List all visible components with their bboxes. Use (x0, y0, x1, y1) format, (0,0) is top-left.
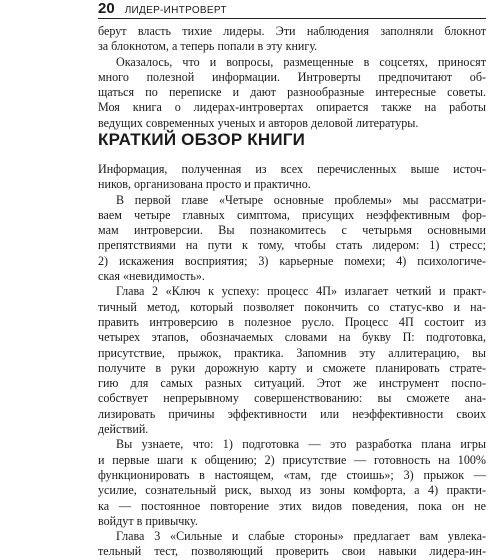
text-line: Моя книга о лидерах-интровертах опирается также на работы (98, 100, 486, 115)
section-text (98, 162, 486, 560)
text-line: править интроверсию в полезное русло. Процесс 4П состоит из (98, 314, 486, 329)
paragraph (98, 55, 486, 131)
text-line: Глава 2 «Ключ к успеху: процесс 4П» излагает четкий и практ- (116, 284, 486, 299)
text-line: усилие, сознательный риск, выход из зоны комфорта, а 4) практи- (98, 483, 486, 498)
text-line: тельный тест, позволяющий проверить свои навыки лидера-ин- (98, 544, 486, 559)
running-head (98, 2, 486, 19)
text-line: Глава 3 «Сильные и слабые стороны» предлагает вам увлека- (116, 529, 486, 544)
text-line: лизировать причины эффективности или неэффективности своих (98, 406, 486, 421)
text-line: войдут в привычку. (98, 513, 198, 528)
section-heading: КРАТКИЙ ОБЗОР КНИГИ (98, 130, 306, 149)
text-line: много полезной информации. Интроверты предпочитают об- (98, 69, 486, 84)
page-number: 20 (98, 0, 115, 17)
text-line: действий. (98, 422, 149, 437)
text-line: препятствиями на пути к тому, чтобы стать лидером: 1) стресс; (98, 238, 486, 253)
text-line: Оказалось, что и вопросы, размещенные в соцсетях, приносят (116, 54, 486, 69)
text-line: ваем четыре главных симптома, присущих неэффективным фор- (98, 207, 486, 222)
paragraph (98, 529, 486, 560)
paragraph (98, 24, 486, 55)
text-line: присутствие, прыжок, практика. Запомнив эту аллитерацию, вы (98, 345, 486, 360)
text-line: за блокнотом, а теперь попали в эту книгу. (98, 39, 318, 54)
text-line: получите в руки дорожную карту и сможете планировать страте- (98, 360, 486, 375)
paragraph (98, 162, 486, 193)
text-line: мам интроверсии. Вы познакомитесь с четырьмя основными (98, 223, 486, 238)
text-line: В первой главе «Четыре основные проблемы» мы рассматри- (116, 192, 486, 207)
text-line: Информация, полученная из всех перечисленных выше источ- (98, 162, 486, 176)
text-line: 2) искажения восприятия; 3) карьерные помехи; 4) психологиче- (98, 253, 486, 268)
text-line: четырех этапов, обозначаемых словами на букву П: подготовка, (98, 330, 486, 345)
text-line: ведущих современных ученых и авторов деловой литературы. (98, 115, 419, 130)
paragraph (98, 437, 486, 529)
text-line: Вы узнаете, что: 1) подготовка — это разработка плана игры (116, 437, 486, 452)
text-line: щаться по переписке и дают разнообразные интересные советы. (98, 85, 486, 100)
text-line: функционировать в настоящем, «там, где стоишь»; 3) прыжок — (98, 467, 486, 482)
text-line: гию для самых разных ситуаций. Этот же инструмент поспо- (98, 376, 486, 391)
text-line: собствует непрерывному совершенствованию: вы сможете ана- (98, 391, 486, 406)
text-line: берут власть тихие лидеры. Эти наблюдения заполняли блокнот (98, 24, 486, 38)
running-title: ЛИДЕР-ИНТРОВЕРТ (124, 5, 227, 16)
paragraph (98, 284, 486, 437)
text-line: ка — постоянное повторение этих видов поведения, пока он не (98, 498, 486, 513)
top-text (98, 24, 486, 131)
text-line: и первые шаги к общению; 2) присутствие — готовность на 100% (98, 452, 486, 467)
text-line: ников, организована просто и практично. (98, 177, 311, 192)
paragraph (98, 193, 486, 285)
text-line: тичный метод, который позволяет покончить со статус-кво и на- (98, 299, 486, 314)
text-line: ская «невидимость». (98, 269, 205, 284)
